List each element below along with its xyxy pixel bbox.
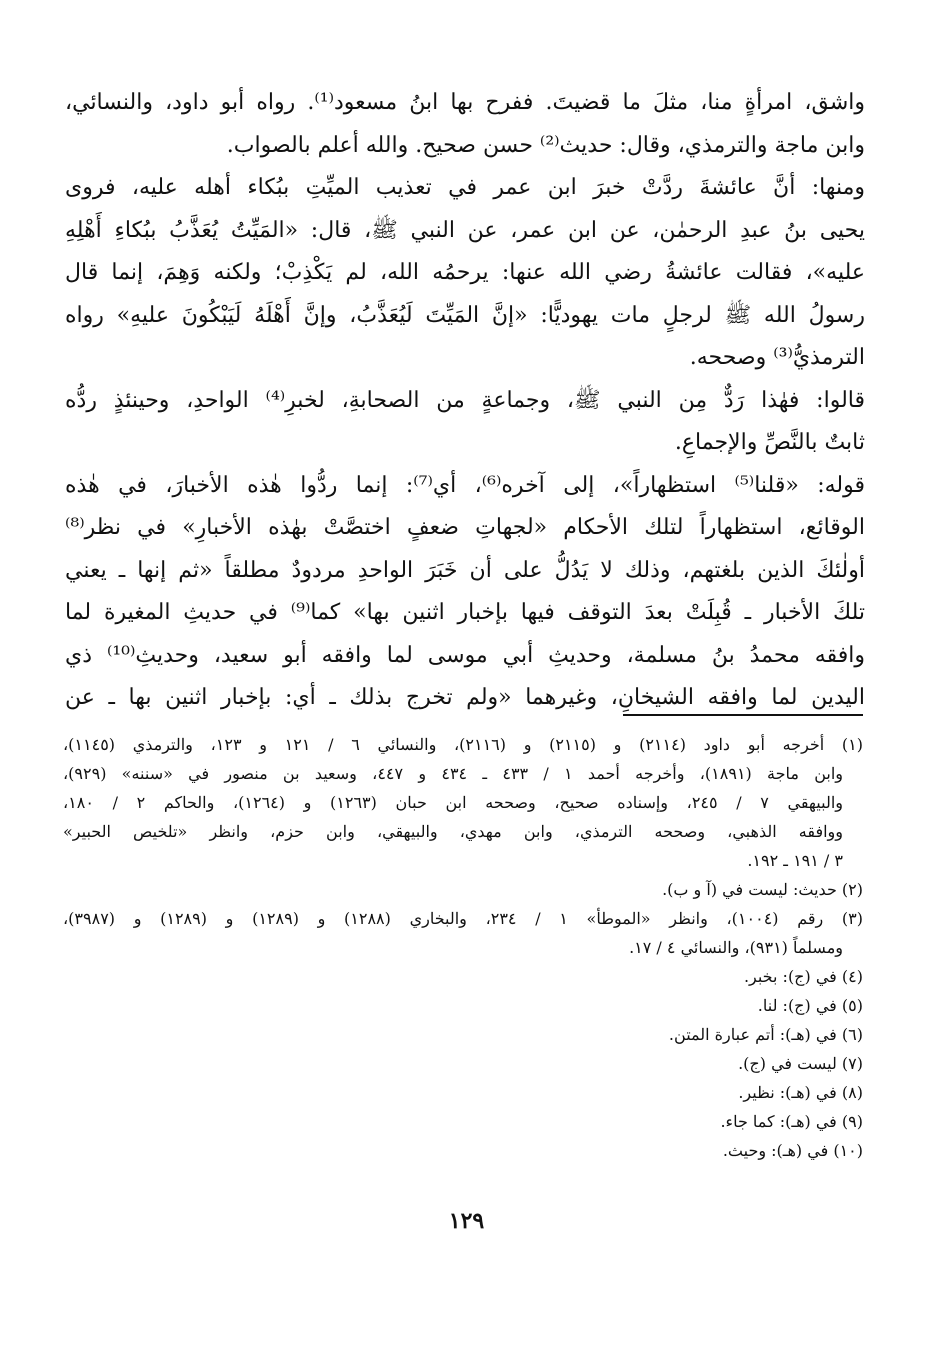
footnote-line: ٣ / ١٩١ ـ ١٩٢.: [747, 851, 843, 870]
footnote-line: (٨) في (هـ): نظير.: [738, 1083, 863, 1102]
page-number: ١٢٩: [448, 1208, 485, 1234]
text-line: ثابتٌ بالنَّصِّ والإجماعِ.: [674, 430, 865, 455]
text-line: تلكَ الأخبار ـ قُبِلَتْ بعدَ التوقف فيها بإخبار اثنين بها» كما⁽⁹⁾ في حديثِ المغيرة لما: [65, 600, 865, 625]
text-line: الترمذيُّ⁽³⁾ وصححه.: [689, 345, 865, 370]
text-line: أولٰئكَ الذين بلغتهم، وذلك لا يَدُلُّ على أن خَبَرَ الواحدِ مردودٌ مطلقاً «ثم إنها ـ يعني: [65, 557, 865, 583]
footnotes-block: [63, 730, 863, 1165]
footnote-line: ووافقه الذهبي، وصححه الترمذي، وابن مهدي، والبيهقي، وابن حزم، وانظر «تلخيص الحبير»: [63, 822, 843, 841]
footnote-divider: [623, 714, 863, 716]
footnote-line: ومسلماً (٩٣١)، والنسائي ٤ / ١٧.: [629, 938, 843, 957]
footnote-line: (٩) في (هـ): كما جاء.: [720, 1112, 863, 1131]
main-text-block: [65, 82, 865, 720]
text-line: الوقائع، استظهاراً لتلك الأحكام «لجهاتِ ضعفٍ اختصَّتْ بهٰذه الأخبارِ» في نظر⁽⁸⁾: [65, 515, 865, 540]
text-line: عليه»، فقالت عائشةُ رضي الله عنها: يرحمُه الله، لم يَكْذِبْ؛ ولكنه وَهِمَ، إنما قال: [65, 260, 865, 285]
footnote-line: (٢) حديث: ليست في (آ و ب).: [662, 880, 863, 899]
text-line: وافقه محمدُ بنُ مسلمة، وحديثِ أبي موسى لما وافقه أبو سعيد، وحديثِ⁽¹⁰⁾ ذي: [65, 642, 865, 668]
footnote-line: (٣) رقم (١٠٠٤)، وانظر «الموطأ» ١ / ٢٣٤، والبخاري (١٢٨٨) و (١٢٨٩) و (١٢٨٩) و (٣٩٨٧)،: [63, 909, 863, 928]
footnote-line: والبيهقي ٧ / ٢٤٥، وإسناده صحيح، وصححه ابن حبان (١٢٦٣) و (١٢٦٤)، والحاكم ٢ / ١٨٠،: [63, 793, 843, 812]
text-line: قوله: «قلنا⁽⁵⁾ استظهاراً»، إلى آخره⁽⁶⁾، أي⁽⁷⁾: إنما ردُّوا هٰذه الأخبارَ، في هٰذه: [65, 472, 865, 498]
footnote-line: (١٠) في (هـ): وحيث.: [722, 1141, 863, 1160]
text-line: واشق، امرأةٍ منا، مثلَ ما قضيتَ. ففرح بها ابنُ مسعود⁽¹⁾. رواه أبو داود، والنسائي،: [65, 90, 865, 115]
footnote-line: وابن ماجة (١٨٩١)، وأخرجه أحمد ١ / ٤٣٣ ـ ٤٣٤ و ٤٤٧، وسعيد بن منصور في «سننه» (٩٢٩)،: [63, 764, 844, 783]
text-line: رسولُ الله ﷺ لرجلٍ مات يهوديًّا: «إنَّ المَيِّتَ لَيُعَذَّبُ، وإنَّ أَهْلَهُ لَيَبْكُونَ عليهِ» رواه: [65, 302, 865, 328]
footnote-line: (٦) في (هـ): أتم عبارة المتن.: [668, 1025, 863, 1044]
text-line: قالوا: فهٰذا رَدٌّ مِن النبي ﷺ، وجماعةٍ من الصحابةِ، لخبرِ⁽⁴⁾ الواحدِ، وحينئذٍ ردُّه: [65, 387, 865, 413]
text-line: وابن ماجة والترمذي، وقال: حديث⁽²⁾ حسن صحيح. والله أعلم بالصواب.: [226, 132, 865, 158]
text-line: ومنها: أنَّ عائشةَ ردَّتْ خبرَ ابن عمر في تعذيب الميِّتِ ببُكاء أهله عليه، فروى: [65, 175, 865, 200]
footnote-line: (٥) في (ج): لنا.: [757, 996, 863, 1015]
footnote-line: (١) أخرجه أبو داود (٢١١٤) و (٢١١٥) و (٢١١٦)، والنسائي ٦ / ١٢١ و ١٢٣، والترمذي (١١٤٥)،: [63, 735, 863, 754]
text-line: اليدين لما وافقه الشيخانِ، وغيرهما «ولم تخرج بذلك ـ أي: بإخبار اثنين بها ـ عن: [65, 685, 865, 710]
text-line: يحيى بنُ عبدِ الرحمٰن، عن ابن عمر، عن النبي ﷺ، قال: «المَيِّتُ يُعَذَّبُ ببُكاءِ أَهْلِهِ: [65, 217, 865, 243]
footnote-line: (٤) في (ج): بخبر.: [743, 967, 863, 986]
footnote-line: (٧) ليست في (ج).: [738, 1054, 863, 1073]
